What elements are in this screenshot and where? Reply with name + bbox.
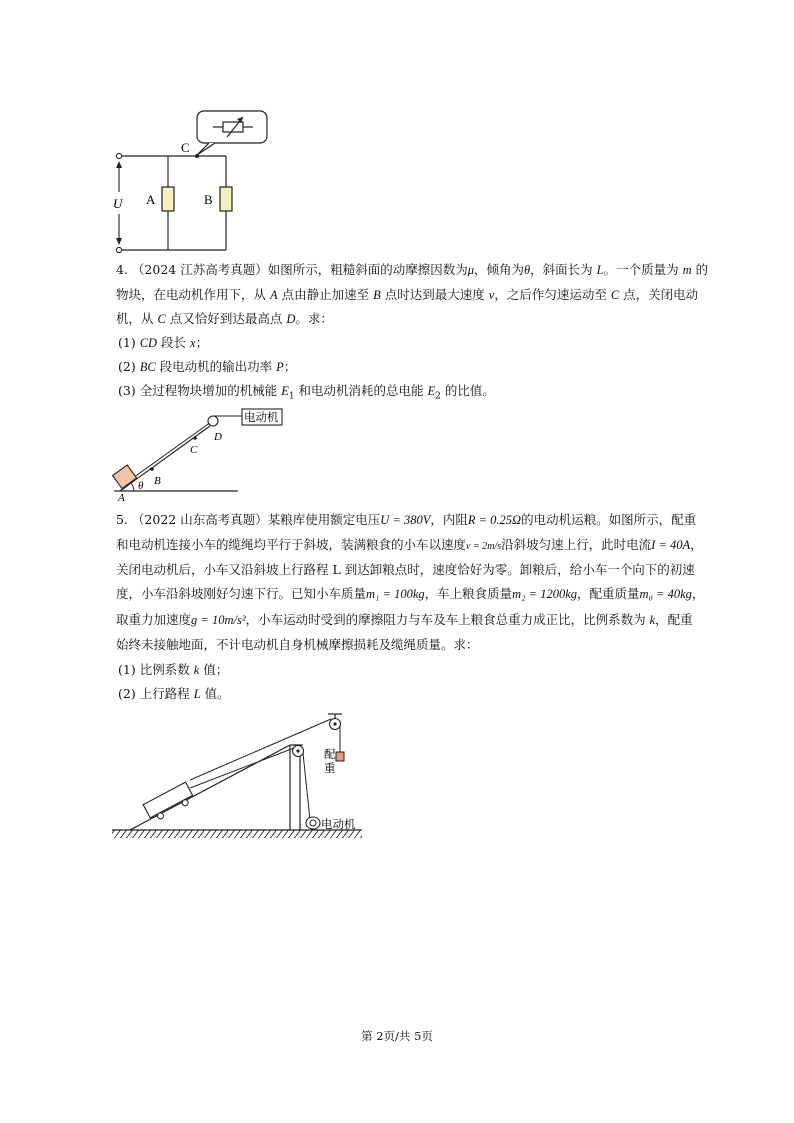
block <box>113 465 137 489</box>
q5-line3: 关闭电动机后，小车又沿斜坡上行路程 L 到达卸粮点时，速度恰好为零。卸粮后，给小车一个向下的初速 <box>116 562 695 577</box>
label-a: A <box>118 492 125 502</box>
q4-line2: 物块，在电动机作用下，从 A 点由静止加速至 B 点时达到最大速度 v，之后作匀速运动至 C 点，关闭电动 <box>116 287 699 302</box>
q4-sub1: (1) CD 段长 x； <box>118 335 209 350</box>
q5-sub2: (2) 上行路程 L 值。 <box>118 686 230 701</box>
label-c: C <box>190 444 198 456</box>
q4-sub2: (2) BC 段电动机的输出功率 P； <box>118 359 297 374</box>
pulley <box>208 416 218 426</box>
resistor-a <box>162 187 174 211</box>
q5-sub1: (1) 比例系数 k 值； <box>118 662 229 677</box>
counterweight-label-2: 重 <box>324 763 336 775</box>
resistor-b <box>220 187 232 211</box>
motor-label: 电动机 <box>244 412 279 424</box>
q4-line3: 机，从 C 点又恰好到达最高点 D。求： <box>116 311 333 326</box>
q4-line1: 4. （2024 江苏高考真题）如图所示，粗糙斜面的动摩擦因数为μ，倾角为θ，斜面长为 L。一个质量为 m 的 <box>116 262 709 277</box>
label-c: C <box>181 140 190 155</box>
counterweight-label-1: 配 <box>324 749 336 761</box>
q5-line4: 度，小车沿斜坡刚好匀速下行。已知小车质量m₁ = 100kg，车上粮食质量m₂ = 1200kg，配重质量m₀ = 40kg， <box>116 586 705 601</box>
ramp-figure <box>110 708 370 844</box>
q5-line6: 始终未接触地面，不计电动机自身机械摩擦损耗及缆绳质量。求： <box>116 637 479 652</box>
counterweight <box>336 752 344 761</box>
incline-figure <box>110 404 290 502</box>
label-a: A <box>146 192 156 207</box>
q5-line2: 和电动机连接小车的缆绳均平行于斜坡，装满粮食的小车以速度v = 2m/s沿斜坡匀速上行，此时电流I = 40A， <box>116 537 703 552</box>
label-b: B <box>154 475 161 487</box>
label-d: D <box>214 431 222 443</box>
rheostat-symbol <box>223 122 243 132</box>
q5-line1: 5. （2022 山东高考真题）某粮库使用额定电压U = 380V，内阻R = 0.25Ω的电动机运粮。如图所示，配重 <box>116 512 697 527</box>
motor-label: 电动机 <box>321 819 356 831</box>
ground-hatch <box>112 830 362 838</box>
q4-sub3: (3) 全过程物块增加的机械能 $E_1$ 和电动机消耗的总电能 $E_2$ 的比值。 <box>118 383 495 402</box>
label-b: B <box>204 192 213 207</box>
label-u: U <box>113 196 123 211</box>
q5-line5: 取重力加速度g = 10m/s²，小车运动时受到的摩擦阻力与车及车上粮食总重力成正比，比例系数为 k，配重 <box>116 612 693 627</box>
label-theta: θ <box>138 480 144 492</box>
page-footer: 第 2页/共 5页 <box>361 1029 433 1043</box>
circuit-figure <box>105 105 285 255</box>
